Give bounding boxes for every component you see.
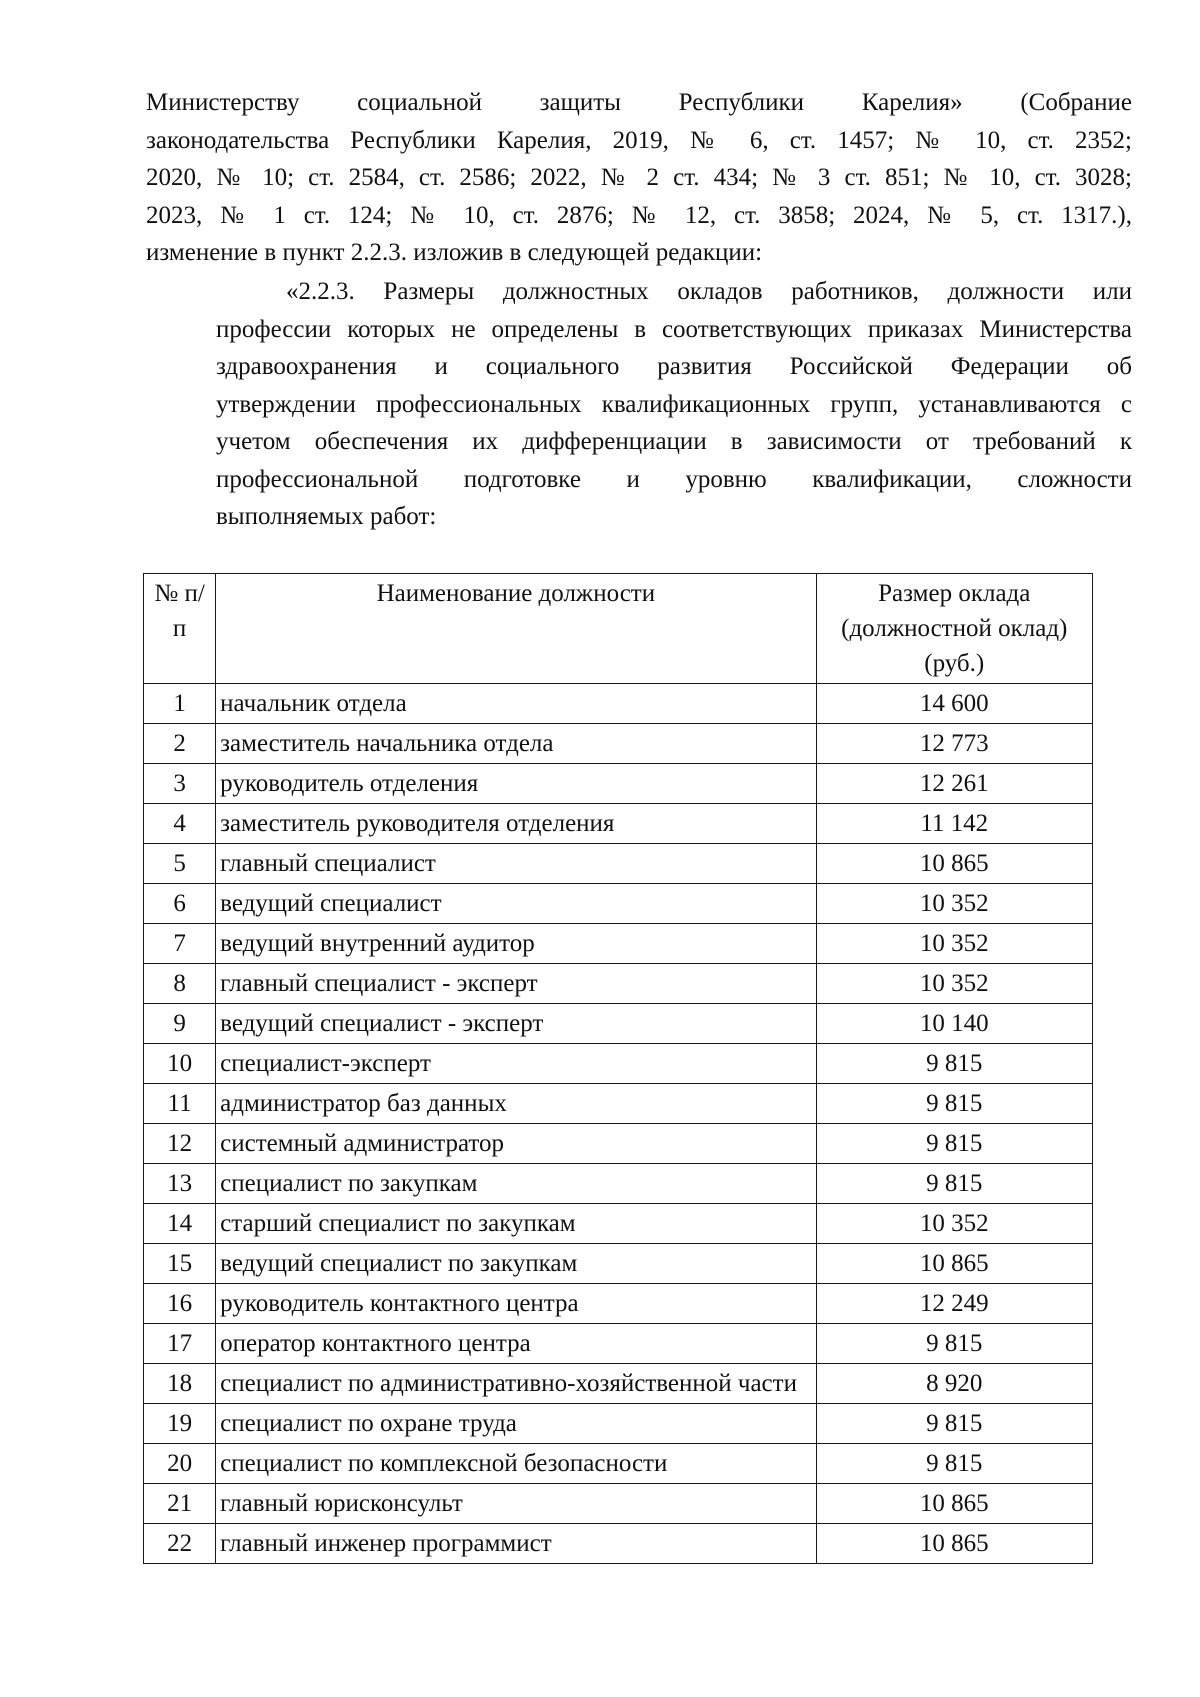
table-row: [144, 724, 1093, 764]
row-salary: 10 352: [816, 964, 1092, 1004]
row-number: 5: [144, 844, 216, 884]
clause-line: «2.2.3. Размеры должностных окладов работников, должности или: [286, 278, 1132, 305]
header-number: № п/п: [144, 574, 216, 684]
clause-line: утверждении профессиональных квалификационных групп, устанавливаются с: [216, 390, 1132, 418]
row-position: руководитель отделения: [216, 764, 816, 804]
table-row: [144, 1364, 1093, 1404]
row-position: ведущий специалист: [216, 884, 816, 924]
table-row: [144, 1524, 1093, 1564]
table-row: [144, 1244, 1093, 1284]
row-position: руководитель контактного центра: [216, 1284, 816, 1324]
row-position: ведущий внутренний аудитор: [216, 924, 816, 964]
clause-line: профессиональной подготовке и уровню квалификации, сложности: [216, 465, 1132, 493]
intro-line: законодательства Республики Карелия, 2019, № 6, ст. 1457; № 10, ст. 2352;: [146, 126, 1132, 154]
table-row: [144, 1404, 1093, 1444]
row-number: 21: [144, 1484, 216, 1524]
row-salary: 12 261: [816, 764, 1092, 804]
row-position: главный юрисконсульт: [216, 1484, 816, 1524]
table-row: [144, 1324, 1093, 1364]
row-salary: 9 815: [816, 1404, 1092, 1444]
intro-line: 2020, № 10; ст. 2584, ст. 2586; 2022, № 2 ст. 434; № 3 ст. 851; № 10, ст. 3028;: [146, 164, 1132, 191]
row-salary: 10 140: [816, 1004, 1092, 1044]
row-salary: 12 773: [816, 724, 1092, 764]
row-number: 10: [144, 1044, 216, 1084]
table-row: [144, 884, 1093, 924]
clause-line: выполняемых работ:: [216, 503, 437, 530]
row-number: 1: [144, 684, 216, 724]
intro-line: изменение в пункт 2.2.3. изложив в следующей редакции:: [146, 239, 763, 266]
row-number: 12: [144, 1124, 216, 1164]
row-number: 15: [144, 1244, 216, 1284]
row-position: начальник отдела: [216, 684, 816, 724]
row-position: специалист по охране труда: [216, 1404, 816, 1444]
row-number: 17: [144, 1324, 216, 1364]
row-position: специалист по комплексной безопасности: [216, 1444, 816, 1484]
row-position: специалист-эксперт: [216, 1044, 816, 1084]
row-salary: 10 865: [816, 1524, 1092, 1564]
row-salary: 10 352: [816, 924, 1092, 964]
row-number: 22: [144, 1524, 216, 1564]
table-row: [144, 1084, 1093, 1124]
table-row: [144, 964, 1093, 1004]
intro-paragraph: [146, 84, 1132, 272]
table-row: [144, 1444, 1093, 1484]
row-position: специалист по административно-хозяйственной части: [216, 1364, 816, 1404]
table-row: [144, 804, 1093, 844]
table-row: [144, 1284, 1093, 1324]
salary-table: [143, 573, 1093, 1564]
table-row: [144, 1204, 1093, 1244]
row-number: 9: [144, 1004, 216, 1044]
row-salary: 11 142: [816, 804, 1092, 844]
row-salary: 10 865: [816, 1484, 1092, 1524]
intro-line: Министерству социальной защиты Республики Карелия» (Собрание: [146, 89, 1132, 116]
intro-line: 2023, № 1 ст. 124; № 10, ст. 2876; № 12, ст. 3858; 2024, № 5, ст. 1317.),: [146, 201, 1132, 229]
row-position: ведущий специалист по закупкам: [216, 1244, 816, 1284]
row-salary: 10 352: [816, 1204, 1092, 1244]
table-row: [144, 844, 1093, 884]
row-position: главный инженер программист: [216, 1524, 816, 1564]
row-position: оператор контактного центра: [216, 1324, 816, 1364]
table-row: [144, 924, 1093, 964]
clause-line: профессии которых не определены в соответствующих приказах Министерства: [216, 315, 1132, 343]
clause-paragraph: [146, 273, 1132, 536]
row-position: заместитель руководителя отделения: [216, 804, 816, 844]
row-position: главный специалист: [216, 844, 816, 884]
row-position: администратор баз данных: [216, 1084, 816, 1124]
row-number: 13: [144, 1164, 216, 1204]
table-row: [144, 1004, 1093, 1044]
row-number: 19: [144, 1404, 216, 1444]
row-salary: 10 352: [816, 884, 1092, 924]
row-salary: 9 815: [816, 1084, 1092, 1124]
table-row: [144, 1484, 1093, 1524]
table-row: [144, 1124, 1093, 1164]
row-number: 3: [144, 764, 216, 804]
row-number: 2: [144, 724, 216, 764]
header-salary: Размер оклада (должностной оклад) (руб.): [816, 574, 1092, 684]
table-row: [144, 684, 1093, 724]
clause-line: учетом обеспечения их дифференциации в зависимости от требований к: [216, 428, 1132, 455]
row-salary: 9 815: [816, 1164, 1092, 1204]
clause-line: здравоохранения и социального развития Российской Федерации об: [216, 353, 1132, 380]
table-row: [144, 1044, 1093, 1084]
row-number: 8: [144, 964, 216, 1004]
row-salary: 9 815: [816, 1124, 1092, 1164]
table-row: [144, 764, 1093, 804]
row-number: 18: [144, 1364, 216, 1404]
row-salary: 10 865: [816, 1244, 1092, 1284]
row-salary: 9 815: [816, 1444, 1092, 1484]
header-position: Наименование должности: [216, 574, 816, 684]
row-salary: 9 815: [816, 1044, 1092, 1084]
row-salary: 8 920: [816, 1364, 1092, 1404]
row-number: 14: [144, 1204, 216, 1244]
table-header-row: [144, 574, 1093, 684]
row-number: 7: [144, 924, 216, 964]
row-number: 11: [144, 1084, 216, 1124]
row-position: заместитель начальника отдела: [216, 724, 816, 764]
row-position: специалист по закупкам: [216, 1164, 816, 1204]
row-position: системный администратор: [216, 1124, 816, 1164]
row-number: 16: [144, 1284, 216, 1324]
row-salary: 14 600: [816, 684, 1092, 724]
row-number: 4: [144, 804, 216, 844]
table-row: [144, 1164, 1093, 1204]
row-number: 6: [144, 884, 216, 924]
row-position: главный специалист - эксперт: [216, 964, 816, 1004]
row-number: 20: [144, 1444, 216, 1484]
row-salary: 9 815: [816, 1324, 1092, 1364]
row-salary: 10 865: [816, 844, 1092, 884]
row-position: старший специалист по закупкам: [216, 1204, 816, 1244]
row-salary: 12 249: [816, 1284, 1092, 1324]
row-position: ведущий специалист - эксперт: [216, 1004, 816, 1044]
